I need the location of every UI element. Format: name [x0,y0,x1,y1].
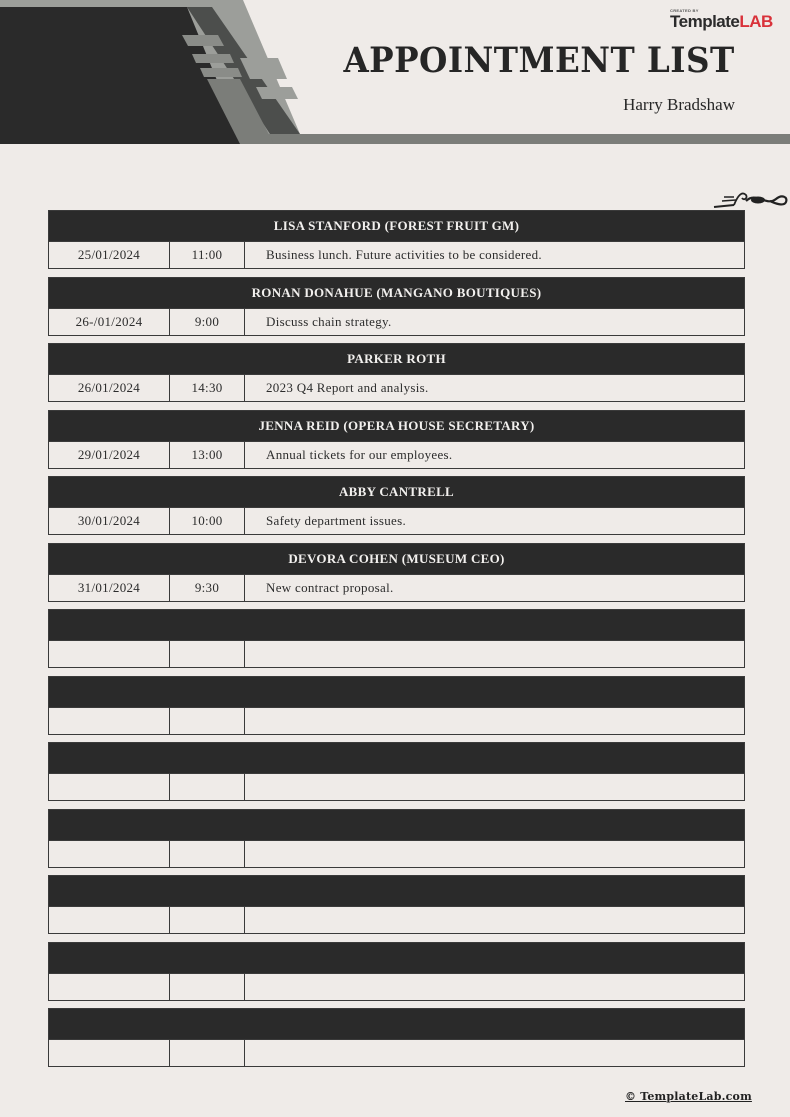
page-title: APPOINTMENT LIST [343,40,735,81]
contact-header[interactable] [49,1009,744,1039]
date-cell[interactable]: 25/01/2024 [49,242,170,268]
description-cell[interactable] [245,641,744,667]
date-cell[interactable] [49,974,170,1000]
time-cell[interactable]: 9:30 [170,575,245,601]
appointment-block [48,476,745,535]
contact-header[interactable] [49,876,744,906]
appointment-block [48,277,745,336]
appointment-row [49,707,744,734]
appointment-row [49,773,744,800]
date-cell[interactable]: 30/01/2024 [49,508,170,534]
appointment-row [49,441,744,468]
appointment-row [49,374,744,401]
flourish-ornament-icon [712,187,790,211]
owner-name: Harry Bradshaw [623,95,735,114]
contact-header[interactable]: JENNA REID (OPERA HOUSE SECRETARY) [49,411,744,441]
description-cell[interactable] [245,774,744,800]
time-cell[interactable] [170,774,245,800]
appointment-row [49,973,744,1000]
appointment-block [48,410,745,469]
appointment-block-empty [48,875,745,934]
date-cell[interactable] [49,907,170,933]
description-cell[interactable]: 2023 Q4 Report and analysis. [266,380,429,395]
description-cell[interactable] [245,841,744,867]
description-cell[interactable]: Safety department issues. [266,513,406,528]
appointment-row [49,906,744,933]
logo-created-by: CREATED BY [670,8,699,13]
date-cell[interactable]: 29/01/2024 [49,442,170,468]
appointment-row [49,507,744,534]
time-cell[interactable] [170,841,245,867]
contact-header[interactable]: ABBY CANTRELL [49,477,744,507]
time-cell[interactable] [170,907,245,933]
date-cell[interactable] [49,641,170,667]
appointment-row [49,840,744,867]
contact-header[interactable]: PARKER ROTH [49,344,744,374]
copyright-link[interactable]: © TemplateLab.com [625,1090,752,1103]
time-cell[interactable]: 14:30 [170,375,245,401]
contact-header[interactable] [49,677,744,707]
time-cell[interactable] [170,641,245,667]
contact-header[interactable]: LISA STANFORD (FOREST FRUIT GM) [49,211,744,241]
description-cell[interactable] [245,907,744,933]
appointment-block-empty [48,609,745,668]
appointment-block [48,210,745,269]
description-cell[interactable]: Discuss chain strategy. [266,313,392,329]
date-cell[interactable] [49,841,170,867]
date-cell[interactable]: 26/01/2024 [49,375,170,401]
appointment-block-empty [48,809,745,868]
appointment-row [49,308,744,335]
appointment-block-empty [48,742,745,801]
time-cell[interactable] [170,708,245,734]
contact-header[interactable] [49,743,744,773]
time-cell[interactable]: 11:00 [170,242,245,268]
appointment-row [49,574,744,601]
appointment-block-empty [48,1008,745,1067]
description-cell[interactable]: New contract proposal. [266,579,394,595]
time-cell[interactable]: 9:00 [170,309,245,335]
time-cell[interactable] [170,1040,245,1066]
contact-header[interactable] [49,810,744,840]
date-cell[interactable] [49,1040,170,1066]
description-cell[interactable] [245,1040,744,1066]
appointment-list [48,210,745,1075]
appointment-row [49,640,744,667]
time-cell[interactable]: 13:00 [170,442,245,468]
description-cell[interactable]: Business lunch. Future activities to be considered. [266,247,542,262]
contact-header[interactable]: RONAN DONAHUE (MANGANO BOUTIQUES) [49,278,744,308]
date-cell[interactable]: 31/01/2024 [49,575,170,601]
time-cell[interactable]: 10:00 [170,508,245,534]
appointment-block-empty [48,676,745,735]
appointment-row [49,1039,744,1066]
logo-brand-main: Template [670,12,740,31]
time-cell[interactable] [170,974,245,1000]
contact-header[interactable]: DEVORA COHEN (MUSEUM CEO) [49,544,744,574]
appointment-block-empty [48,942,745,1001]
date-cell[interactable]: 26-/01/2024 [49,309,170,335]
description-cell[interactable] [245,974,744,1000]
date-cell[interactable] [49,774,170,800]
description-cell[interactable] [245,708,744,734]
appointment-row [49,241,744,268]
appointment-block [48,543,745,602]
appointment-block [48,343,745,402]
templatelab-logo [670,8,773,32]
logo-brand-accent: LAB [739,12,773,31]
description-cell[interactable]: Annual tickets for our employees. [266,446,453,462]
contact-header[interactable] [49,943,744,973]
contact-header[interactable] [49,610,744,640]
date-cell[interactable] [49,708,170,734]
